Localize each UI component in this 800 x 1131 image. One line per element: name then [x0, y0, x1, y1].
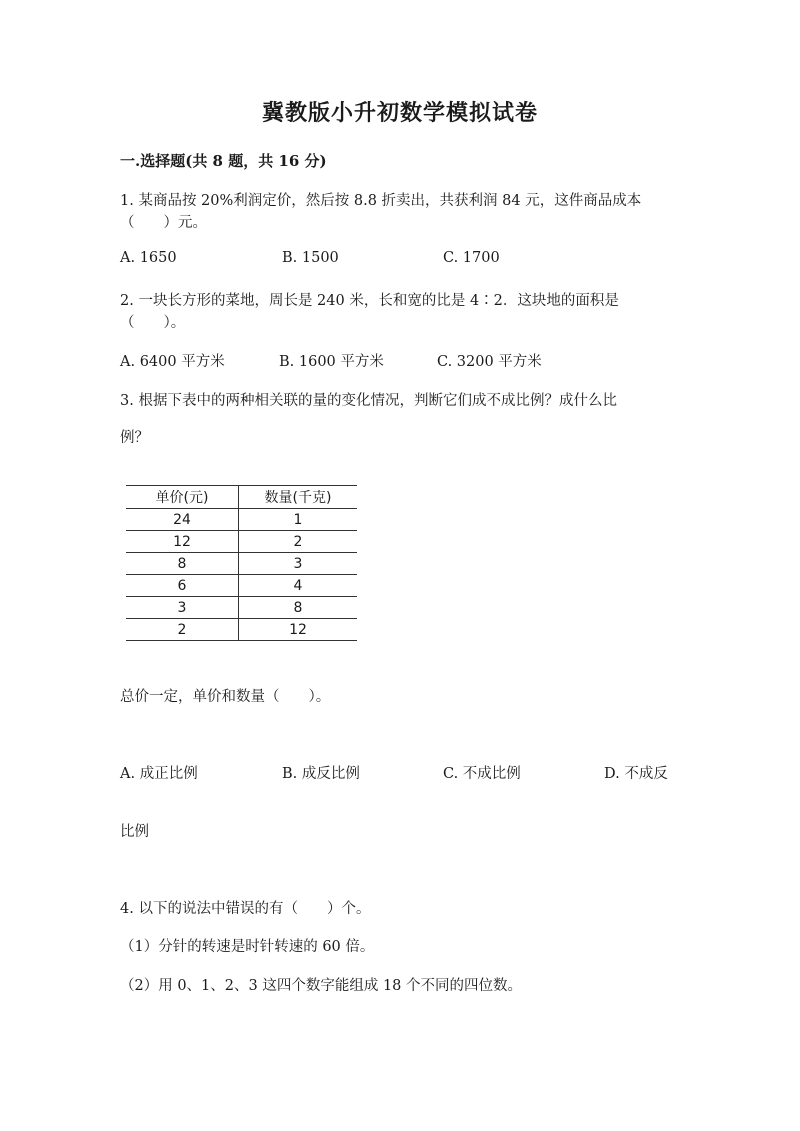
table-row	[126, 553, 357, 575]
question-3-text: 3. 根据下表中的两种相关联的量的变化情况，判断它们成不成比例？成什么比	[120, 393, 617, 409]
question-3-text-cont: 例？	[120, 430, 149, 446]
table-cell: 4	[239, 575, 358, 597]
price-quantity-table	[126, 485, 357, 641]
table-cell: 8	[126, 553, 239, 575]
table-cell: 12	[126, 531, 239, 553]
question-4-text: 4. 以下的说法中错误的有（ ）个。	[120, 901, 371, 917]
question-3-option-c: C. 不成比例	[443, 766, 521, 782]
table-cell: 1	[239, 509, 358, 531]
question-2-text: 2. 一块长方形的菜地，周长是 240 米，长和宽的比是 4∶2．这块地的面积是	[120, 293, 619, 309]
question-2-option-c: C. 3200 平方米	[437, 354, 542, 370]
table-row	[126, 619, 357, 641]
table-cell: 2	[239, 531, 358, 553]
question-4-item-2: （2）用 0、1、2、3 这四个数字能组成 18 个不同的四位数。	[120, 978, 523, 994]
table-row	[126, 597, 357, 619]
table-cell: 3	[239, 553, 358, 575]
question-2-option-b: B. 1600 平方米	[279, 354, 384, 370]
table-cell: 3	[126, 597, 239, 619]
question-3-option-d: D. 不成反	[604, 766, 668, 782]
question-1-option-b: B. 1500	[282, 250, 339, 266]
table-cell: 8	[239, 597, 358, 619]
table-header-row	[126, 486, 357, 509]
table-row	[126, 575, 357, 597]
table-cell: 2	[126, 619, 239, 641]
table-cell: 6	[126, 575, 239, 597]
question-1-text: 1. 某商品按 20%利润定价，然后按 8.8 折卖出，共获利润 84 元，这件商品成本	[120, 193, 642, 209]
table-header-unit-price: 单价(元)	[126, 486, 239, 509]
table-cell: 12	[239, 619, 358, 641]
table-row	[126, 509, 357, 531]
question-3-option-a: A. 成正比例	[120, 766, 198, 782]
table-row	[126, 531, 357, 553]
table-cell: 24	[126, 509, 239, 531]
question-2-text-cont: （ ）。	[120, 315, 186, 331]
question-1-text-cont: （ ）元。	[120, 215, 207, 231]
question-1-option-c: C. 1700	[443, 250, 500, 266]
question-3-option-b: B. 成反比例	[282, 766, 360, 782]
question-3-stem: 总价一定，单价和数量（ ）。	[120, 689, 331, 705]
question-1-option-a: A. 1650	[120, 250, 177, 266]
table-header-quantity: 数量(千克)	[239, 486, 358, 509]
page-title: 冀教版小升初数学模拟试卷	[261, 100, 538, 126]
question-4-item-1: （1）分针的转速是时针转速的 60 倍。	[120, 939, 375, 955]
question-2-option-a: A. 6400 平方米	[120, 354, 225, 370]
question-3-option-d-wrap: 比例	[120, 824, 149, 840]
section-heading: 一.选择题(共 8 题，共 16 分)	[120, 152, 327, 170]
